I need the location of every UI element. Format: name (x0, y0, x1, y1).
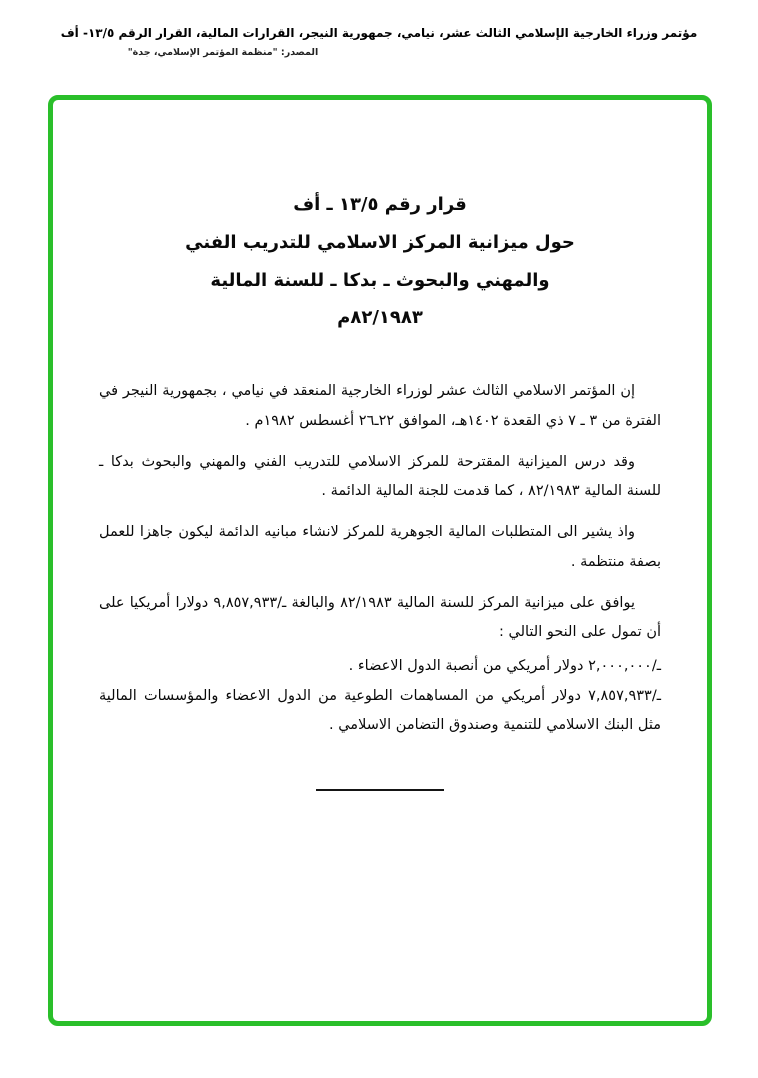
paragraph-preamble: إن المؤتمر الاسلامي الثالث عشر لوزراء الخارجية المنعقد في نيامي ، بجمهورية النيجر في الفترة من ٣ ـ ٧ ذي القعدة ١٤٠٢هـ، الموافق ٢٢ـ٢٦ أغسطس ١٩٨٢م . (99, 383, 661, 429)
resolution-subject-line2: والمهني والبحوث ـ بدكا ـ للسنة المالية (210, 269, 550, 291)
resolution-body (99, 377, 661, 741)
separator-line (316, 789, 444, 791)
header-source: المصدر: "منظمة المؤتمر الإسلامي، جدة" (127, 47, 319, 58)
page-header (0, 26, 758, 58)
resolution-title (53, 186, 707, 337)
funding-item-member-states: ـ/٢,٠٠٠,٠٠٠ دولار أمريكي من أنصبة الدول الاعضاء . (348, 657, 661, 674)
header-title: مؤتمر وزراء الخارجية الإسلامي الثالث عشر، نيامي، جمهورية النيجر، القرارات المالية، القرار الرقم ١٣/٥- أف (60, 26, 698, 40)
resolution-subject-line1: حول ميزانية المركز الاسلامي للتدريب الفني (185, 231, 575, 253)
paragraph-approval: يوافق على ميزانية المركز للسنة المالية ٨٢/١٩٨٣ والبالغة ـ/٩,٨٥٧,٩٣٣ دولارا أمريكيا على أن تمول على النحو التالي : (99, 594, 661, 641)
paragraph-budget-review: وقد درس الميزانية المقترحة للمركز الاسلامي للتدريب الفني والمهني والبحوث بدكا ـ للسنة المالية ٨٢/١٩٨٣ ، كما قدمت للجنة المالية الدائمة . (99, 453, 661, 500)
green-border-frame (48, 95, 712, 1026)
funding-item-voluntary-contributions: ـ/٧,٨٥٧,٩٣٣ دولار أمريكي من المساهمات الطوعية من الدول الاعضاء والمؤسسات المالية مثل البنك الاسلامي للتنمية وصندوق التضامن الاسلامي . (99, 687, 661, 734)
paragraph-financial-requirements: واذ يشير الى المتطلبات المالية الجوهرية للمركز لانشاء مبانيه الدائمة ليكون جاهزا للعمل بصفة منتظمة . (99, 524, 661, 570)
resolution-fiscal-year: ٨٢/١٩٨٣م (337, 307, 423, 329)
resolution-number: قرار رقم ١٣/٥ ـ أف (293, 194, 467, 215)
